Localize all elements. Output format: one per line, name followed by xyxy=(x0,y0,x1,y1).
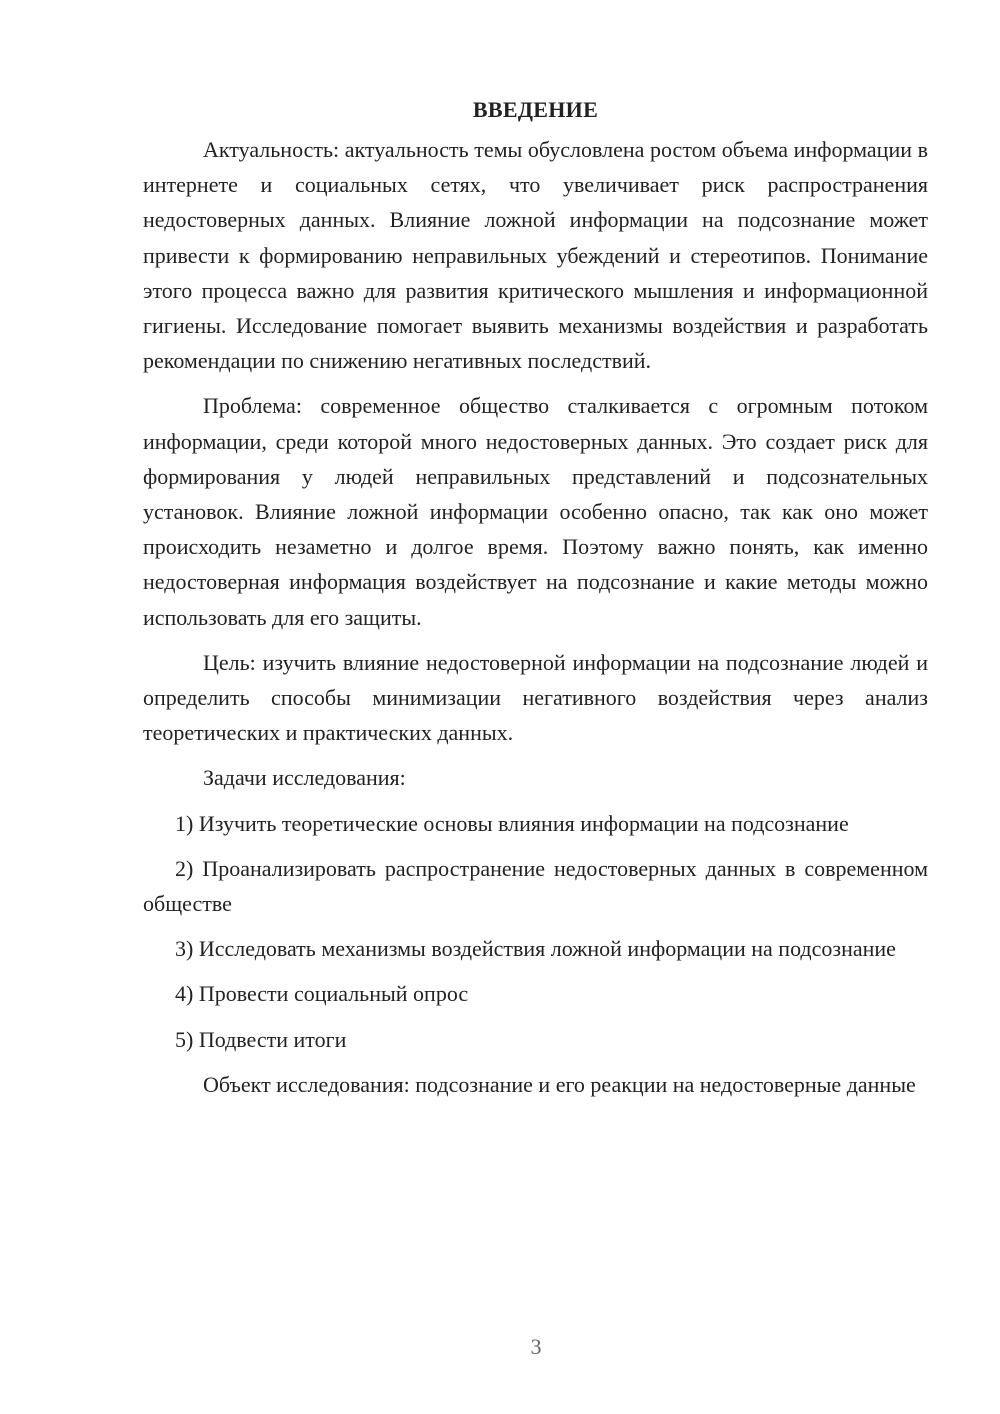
list-item-task-3: 3) Исследовать механизмы воздействия ложной информации на подсознание xyxy=(175,936,896,962)
paragraph-problem: Проблема: современное общество сталкивается с огромным потоком информации, среди которой много недостоверных данных. Это создает риск для формирования у людей неправильных представлений и подсознательных установок. Влияние ложной информации особенно опасно, так как оно может происходить незаметно и долгое время. Поэтому важно понять, как именно недостоверная информация воздействует на подсознание и какие методы можно использовать для его защиты. xyxy=(143,393,928,630)
paragraph-tasks-heading: Задачи исследования: xyxy=(203,765,406,791)
list-item-task-4: 4) Провести социальный опрос xyxy=(175,981,469,1007)
list-item-task-1: 1) Изучить теоретические основы влияния информации на подсознание xyxy=(175,810,849,836)
paragraph-goal: Цель: изучить влияние недостоверной информации на подсознание людей и определить способы минимизации негативного воздействия через анализ теоретических и практических данных. xyxy=(143,649,928,746)
paragraph-object: Объект исследования: подсознание и его реакции на недостоверные данные xyxy=(203,1071,916,1097)
list-item-task-5: 5) Подвести итоги xyxy=(175,1026,347,1052)
list-item-task-2: 2) Проанализировать распространение недостоверных данных в современном обществе xyxy=(143,855,928,917)
paragraph-relevance: Актуальность: актуальность темы обусловлена ростом объема информации в интернете и социальных сетях, что увеличивает риск распространения недостоверных данных. Влияние ложной информации на подсознание может привести к формированию неправильных убеждений и стереотипов. Понимание этого процесса важно для развития критического мышления и информационной гигиены. Исследование помогает выявить механизмы воздействия и разработать рекомендации по снижению негативных последствий. xyxy=(143,137,928,374)
page-content xyxy=(143,92,928,1112)
page-number: 3 xyxy=(530,1334,542,1359)
page-title: ВВЕДЕНИЕ xyxy=(472,97,599,122)
